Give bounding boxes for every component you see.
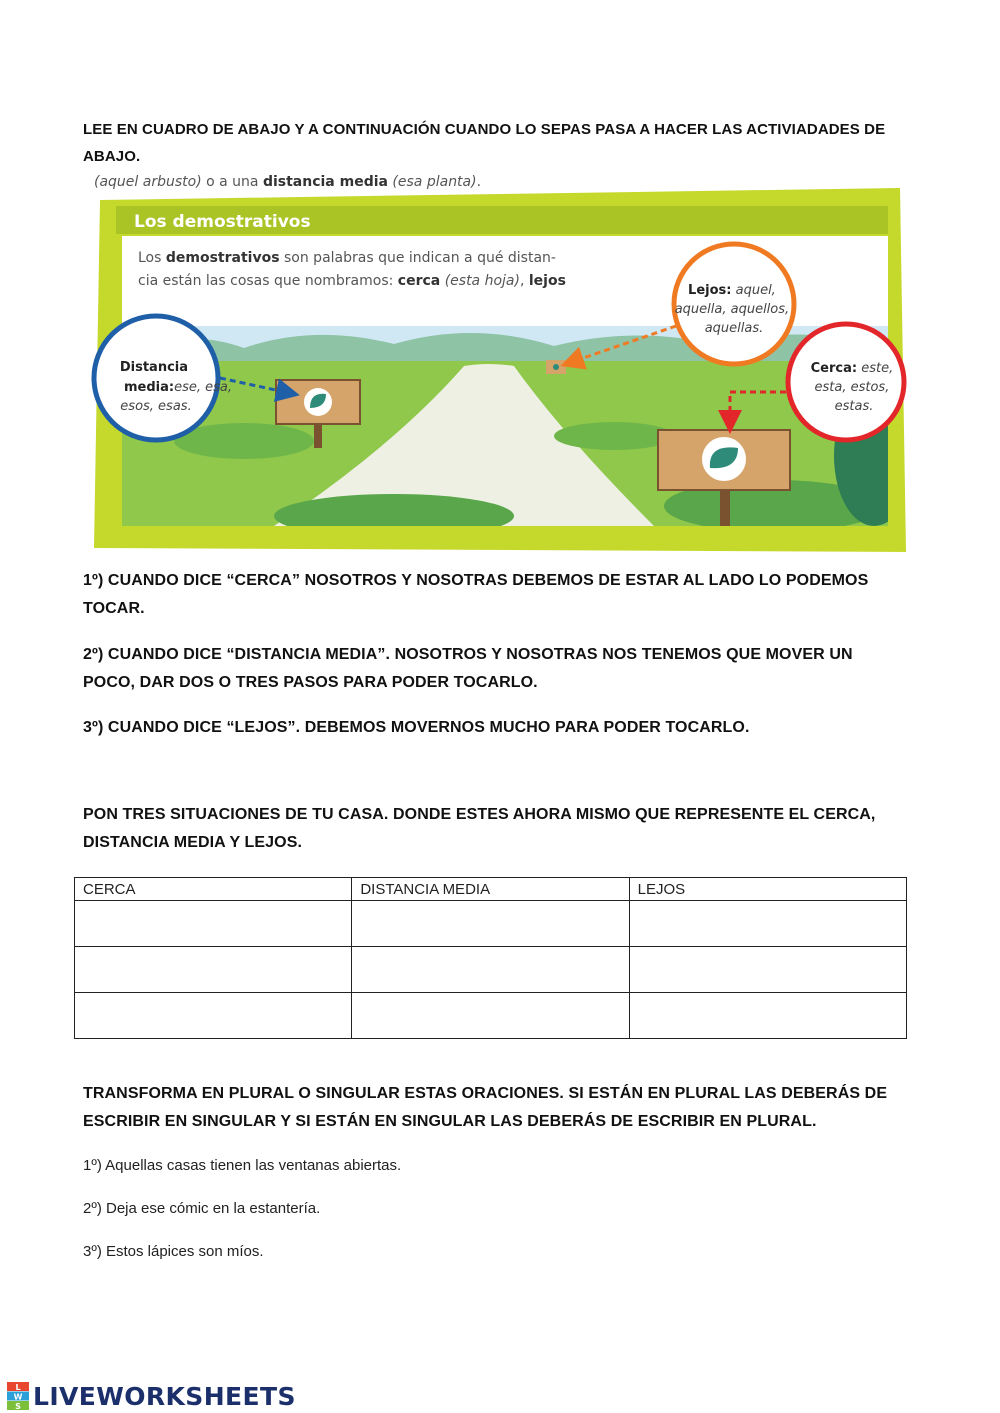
definition-line-1: Los demostrativos son palabras que indican a qué distan- — [138, 250, 556, 266]
definition-line-3: (aquel arbusto) o a una distancia media (esa planta). — [94, 174, 482, 190]
liveworksheets-logo — [7, 1381, 296, 1411]
cerca-bubble — [788, 324, 904, 440]
answer-cell[interactable] — [629, 947, 906, 993]
answer-table — [74, 877, 907, 1039]
answer-cell[interactable] — [75, 947, 352, 993]
answer-cell[interactable] — [629, 901, 906, 947]
svg-text:W: W — [13, 1392, 23, 1402]
svg-text:S: S — [15, 1402, 21, 1411]
sentence-2: 2º) Deja ese cómic en la estantería. — [83, 1200, 321, 1217]
rule-1: 1º) CUANDO DICE “CERCA” NOSOTROS Y NOSOTRAS DEBEMOS DE ESTAR AL LADO LO PODEMOS TOCAR. — [83, 572, 869, 617]
answer-cell[interactable] — [75, 993, 352, 1039]
lejos-bubble — [674, 244, 794, 364]
answer-cell[interactable] — [75, 901, 352, 947]
demonstratives-illustration — [94, 174, 906, 552]
sentence-1: 1º) Aquellas casas tienen las ventanas abiertas. — [83, 1157, 402, 1174]
header-cerca: CERCA — [75, 878, 352, 901]
table-row — [75, 947, 907, 993]
logo-text: LIVEWORKSHEETS — [33, 1381, 296, 1411]
figure-title: Los demostrativos — [134, 212, 311, 232]
definition-line-2: cia están las cosas que nombramos: cerca (esta hoja), lejos — [138, 273, 566, 289]
header-distancia-media: DISTANCIA MEDIA — [352, 878, 629, 901]
answer-cell[interactable] — [352, 993, 629, 1039]
answer-cell[interactable] — [629, 993, 906, 1039]
table-row — [75, 901, 907, 947]
task-2-instruction: TRANSFORMA EN PLURAL O SINGULAR ESTAS ORACIONES. SI ESTÁN EN PLURAL LAS DEBERÁS DE ESCRIBIR EN SINGULAR Y SI ESTÁN EN SINGULAR LAS DEBERÁS DE ESCRIBIR EN PLURAL. — [83, 1085, 888, 1130]
intro-instruction: LEE EN CUADRO DE ABAJO Y A CONTINUACIÓN CUANDO LO SEPAS PASA A HACER LAS ACTIVIADADES DE ABAJO. — [83, 121, 886, 165]
svg-text:Distancia media:ese, esa: Distancia media:ese, esa, esos, esas. — [119, 360, 233, 414]
answer-cell[interactable] — [352, 947, 629, 993]
far-sign — [546, 360, 566, 374]
rule-3: 3º) CUANDO DICE “LEJOS”. DEBEMOS MOVERNOS MUCHO PARA PODER TOCARLO. — [83, 719, 750, 736]
task-1-instruction: PON TRES SITUACIONES DE TU CASA. DONDE ESTES AHORA MISMO QUE REPRESENTE EL CERCA, DISTANCIA MEDIA Y LEJOS. — [83, 806, 876, 851]
rule-2: 2º) CUANDO DICE “DISTANCIA MEDIA”. NOSOTROS Y NOSOTRAS NOS TENEMOS QUE MOVER UN POCO, DAR DOS O TRES PASOS PARA PODER TOCARLO. — [83, 646, 853, 691]
sentence-3: 3º) Estos lápices son míos. — [83, 1243, 264, 1260]
svg-text:Lejos: aquel, aquella, a: Lejos: aquel, aquella, aquellos, aquellas. — [674, 283, 790, 336]
header-lejos: LEJOS — [629, 878, 906, 901]
definition-text-a: son palabras que indican a qué distan- — [279, 250, 556, 266]
svg-text:L: L — [15, 1383, 21, 1392]
answer-cell[interactable] — [352, 901, 629, 947]
table-header-row — [75, 878, 907, 901]
logo-badge-icon — [7, 1382, 29, 1410]
table-row — [75, 993, 907, 1039]
svg-text:Cerca: este, esta, estos: Cerca: este, esta, estos, estas. — [810, 361, 894, 414]
